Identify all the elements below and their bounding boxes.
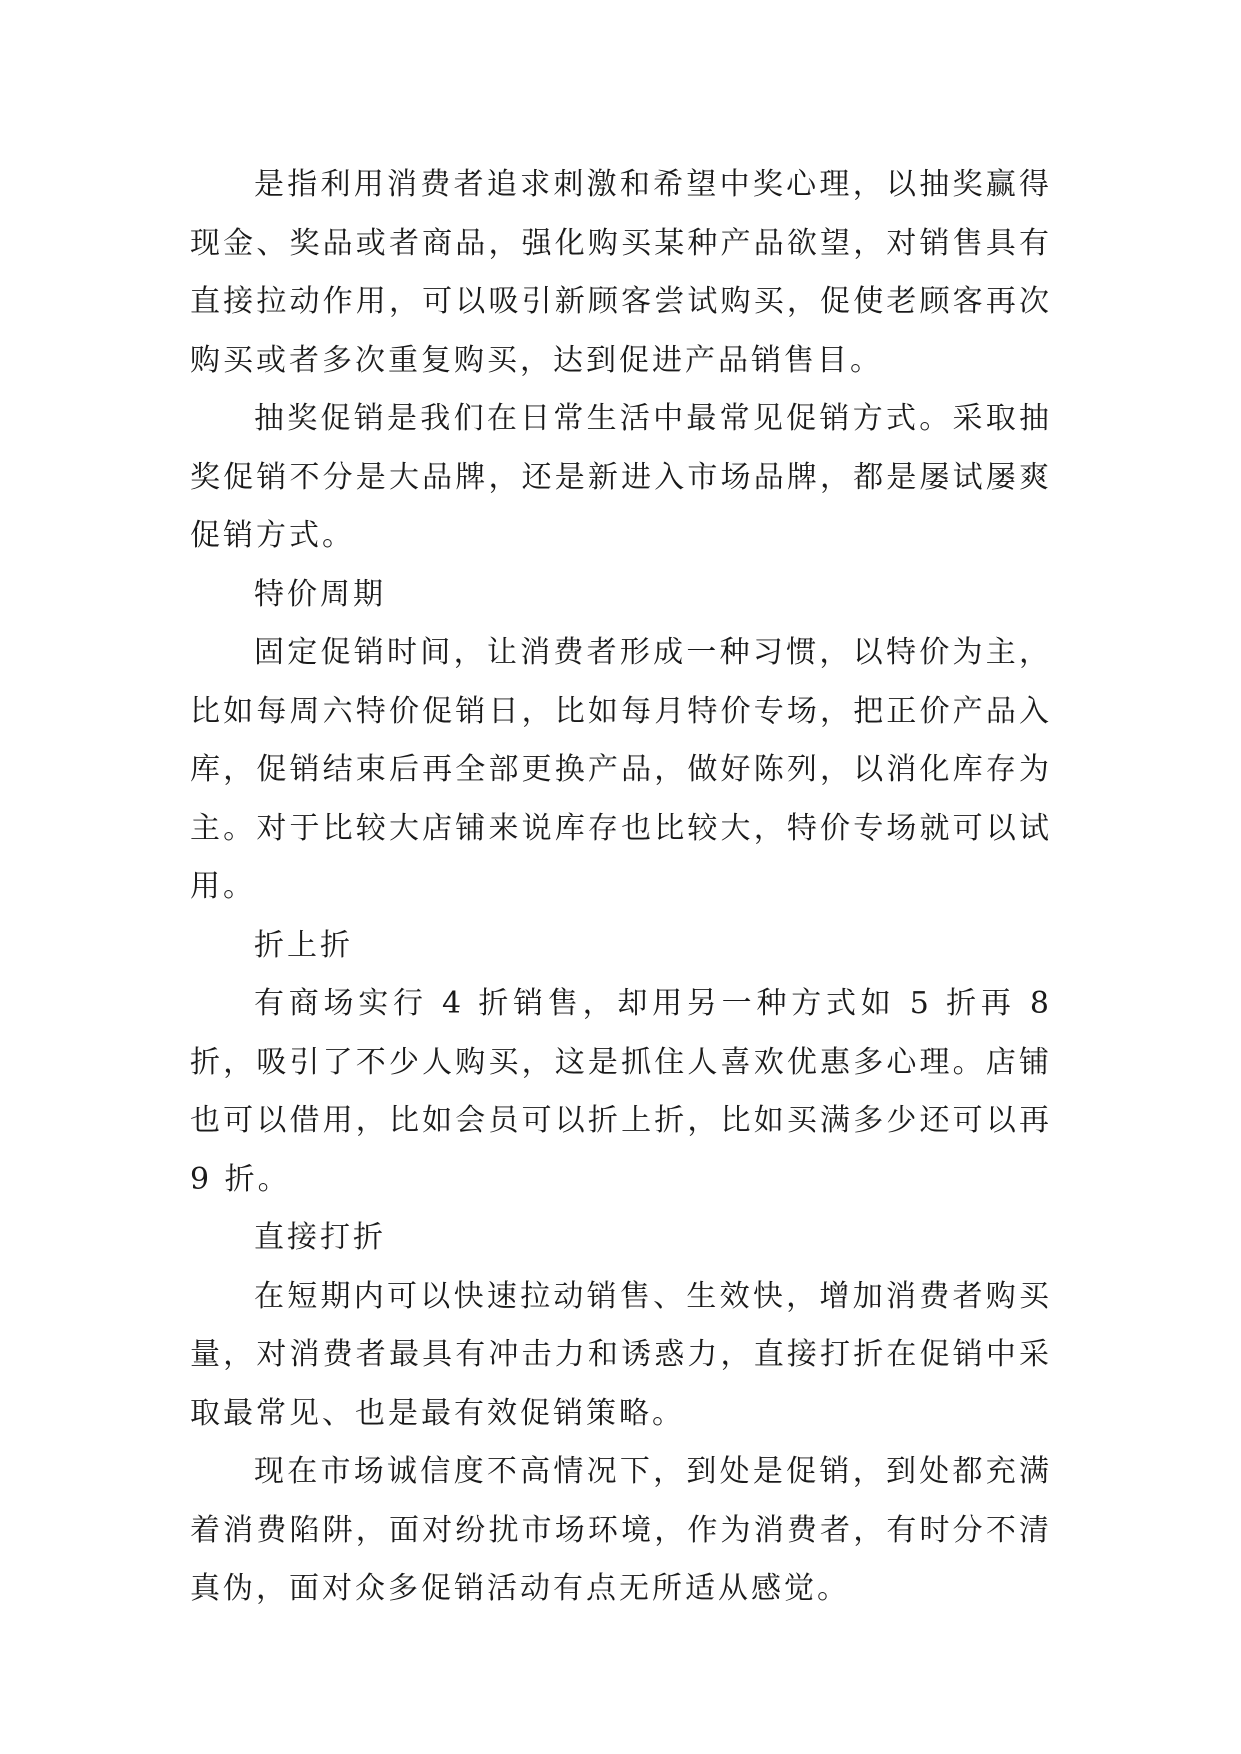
heading-special-price-cycle: 特价周期 — [254, 576, 386, 612]
paragraph-market-conclusion: 现在市场诚信度不高情况下，到处是促销，到处都充满着消费陷阱，面对纷扰市场环境，作为消费者，有时分不清真伪，面对众多促销活动有点无所适从感觉。 — [190, 1454, 1052, 1606]
document-body — [190, 156, 1052, 1619]
heading-discount-on-discount: 折上折 — [254, 927, 353, 963]
paragraph-lottery-definition: 是指利用消费者追求刺激和希望中奖心理，以抽奖赢得现金、奖品或者商品，强化购买某种产品欲望，对销售具有直接拉动作用，可以吸引新顾客尝试购买，促使老顾客再次购买或者多次重复购买，达到促进产品销售目。 — [190, 167, 1052, 378]
heading-direct-discount: 直接打折 — [254, 1220, 386, 1255]
paragraph-special-price: 固定促销时间，让消费者形成一种习惯，以特价为主，比如每周六特价促销日，比如每月特价专场，把正价产品入库，促销结束后再全部更换产品，做好陈列，以消化库存为主。对于比较大店铺来说库存也比较大，特价专场就可以试用。 — [190, 635, 1052, 904]
paragraph-direct-discount: 在短期内可以快速拉动销售、生效快，增加消费者购买量，对消费者最具有冲击力和诱惑力，直接打折在促销中采取最常见、也是最有效促销策略。 — [190, 1278, 1052, 1431]
paragraph-discount-on-discount: 有商场实行 4 折销售，却用另一种方式如 5 折再 8 折，吸引了不少人购买，这是抓住人喜欢优惠多心理。店铺也可以借用，比如会员可以折上折，比如买满多少还可以再 9 折。 — [190, 986, 1052, 1197]
paragraph-lottery-common: 抽奖促销是我们在日常生活中最常见促销方式。采取抽奖促销不分是大品牌，还是新进入市场品牌，都是屡试屡爽促销方式。 — [190, 401, 1052, 553]
